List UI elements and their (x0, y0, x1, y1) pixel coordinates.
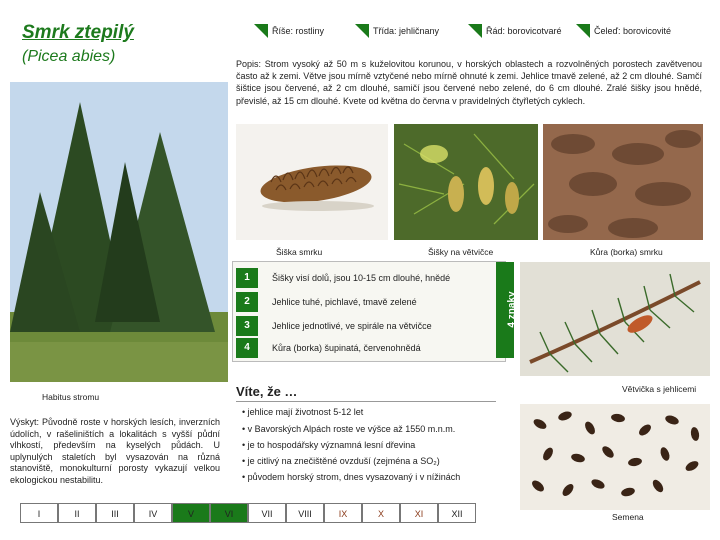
did-you-know-item: • je citlivý na znečištěné ovzduší (zejména a SO₂) (242, 456, 440, 466)
seeds-caption: Semena (612, 512, 644, 522)
twig-photo (520, 262, 710, 376)
did-you-know-text: jehlice mají životnost 5-12 let (247, 407, 364, 417)
month-cell: II (58, 503, 96, 523)
feature-number: 4 (236, 338, 258, 358)
cone-caption: Šiška smrku (276, 247, 323, 257)
month-cell: VII (248, 503, 286, 523)
did-you-know-text: původem horský strom, dnes vysazovaný i v nížinách (247, 472, 461, 482)
description: Popis: Strom vysoký až 50 m s kuželovitou korunou, v horských oblastech a rozvolněných porostech zavětvenou často až k zemi. Větve jsou mírně vztyčené nebo mírně ohnuté k zemi. Jehlice tmavě zelené, až 2 cm dlouhé. Samčí šištice jsou červené, až 2 cm dlouhé, samičí jsou červené nebo zelené, do 6 cm dlouhé. Zralé šišky jsou hnědé, převislé, až 15 cm dlouhé. Kvete od května do června v pravidelných čtyřletých cyklech. (236, 59, 702, 106)
features-label: 4 znaky (506, 291, 518, 328)
month-cell: VI (210, 503, 248, 523)
did-you-know-text: je to hospodářsky významná lesní dřevina (247, 440, 416, 450)
latin-name: (Picea abies) (22, 48, 116, 65)
month-cell: X (362, 503, 400, 523)
feature-text: Jehlice jednotlivé, ve spirále na větvičce (272, 321, 432, 331)
month-cell: XII (438, 503, 476, 523)
feature-number: 2 (236, 292, 258, 312)
divider (236, 401, 496, 402)
month-cell: V (172, 503, 210, 523)
taxonomy-marker-icon (254, 24, 268, 38)
did-you-know-text: je citlivý na znečištěné ovzduší (zejména a SO₂) (247, 456, 440, 466)
month-cell: IV (134, 503, 172, 523)
month-cell: III (96, 503, 134, 523)
did-you-know-item: • v Bavorských Alpách roste ve výšce až 1550 m.n.m. (242, 424, 456, 434)
bark-caption: Kůra (borka) smrku (590, 247, 663, 257)
taxonomy-marker-icon (355, 24, 369, 38)
did-you-know-item: • jehlice mají životnost 5-12 let (242, 407, 364, 417)
month-cell: VIII (286, 503, 324, 523)
seeds-photo (520, 404, 710, 510)
cone-photo (236, 124, 388, 240)
did-you-know-heading: Víte, že … (236, 384, 298, 399)
taxonomy-order: Řád: borovicotvaré (486, 26, 562, 36)
feature-number: 3 (236, 316, 258, 336)
cones-branch-caption: Šišky na větvičce (428, 247, 494, 257)
month-cell: XI (400, 503, 438, 523)
feature-text: Kůra (borka) šupinatá, červenohnědá (272, 343, 421, 353)
habit-caption: Habitus stromu (42, 392, 100, 402)
month-cell: I (20, 503, 58, 523)
twig-caption: Větvička s jehlicemi (622, 384, 697, 394)
taxonomy-marker-icon (468, 24, 482, 38)
cones-on-branch-photo (394, 124, 538, 240)
bark-photo (543, 124, 703, 240)
occurrence-text: Výskyt: Původně roste v horských lesích, inverzních údolích, v rašeliništích a lokalitách s vyšší půdní vlhkostí, především na kyselých půdách. U uplynulých staletích byl vysazován na různá stanoviště, monokulturní porosty vykazují velkou ekologickou nestabilitu. (10, 417, 220, 485)
feature-number: 1 (236, 268, 258, 288)
tree-habit-photo (10, 82, 228, 382)
feature-text: Šišky visí dolů, jsou 10-15 cm dlouhé, hnědé (272, 273, 451, 283)
month-cell: IX (324, 503, 362, 523)
taxonomy-class: Třída: jehličnany (373, 26, 440, 36)
page-title: Smrk ztepilý (22, 22, 134, 43)
did-you-know-text: v Bavorských Alpách roste ve výšce až 1550 m.n.m. (247, 424, 456, 434)
feature-text: Jehlice tuhé, pichlavé, tmavě zelené (272, 297, 417, 307)
did-you-know-item: • původem horský strom, dnes vysazovaný i v nížinách (242, 472, 461, 482)
did-you-know-item: • je to hospodářsky významná lesní dřevina (242, 440, 416, 450)
taxonomy-marker-icon (576, 24, 590, 38)
taxonomy-kingdom: Říše: rostliny (272, 26, 325, 36)
taxonomy-family: Čeleď: borovicovité (594, 26, 672, 36)
